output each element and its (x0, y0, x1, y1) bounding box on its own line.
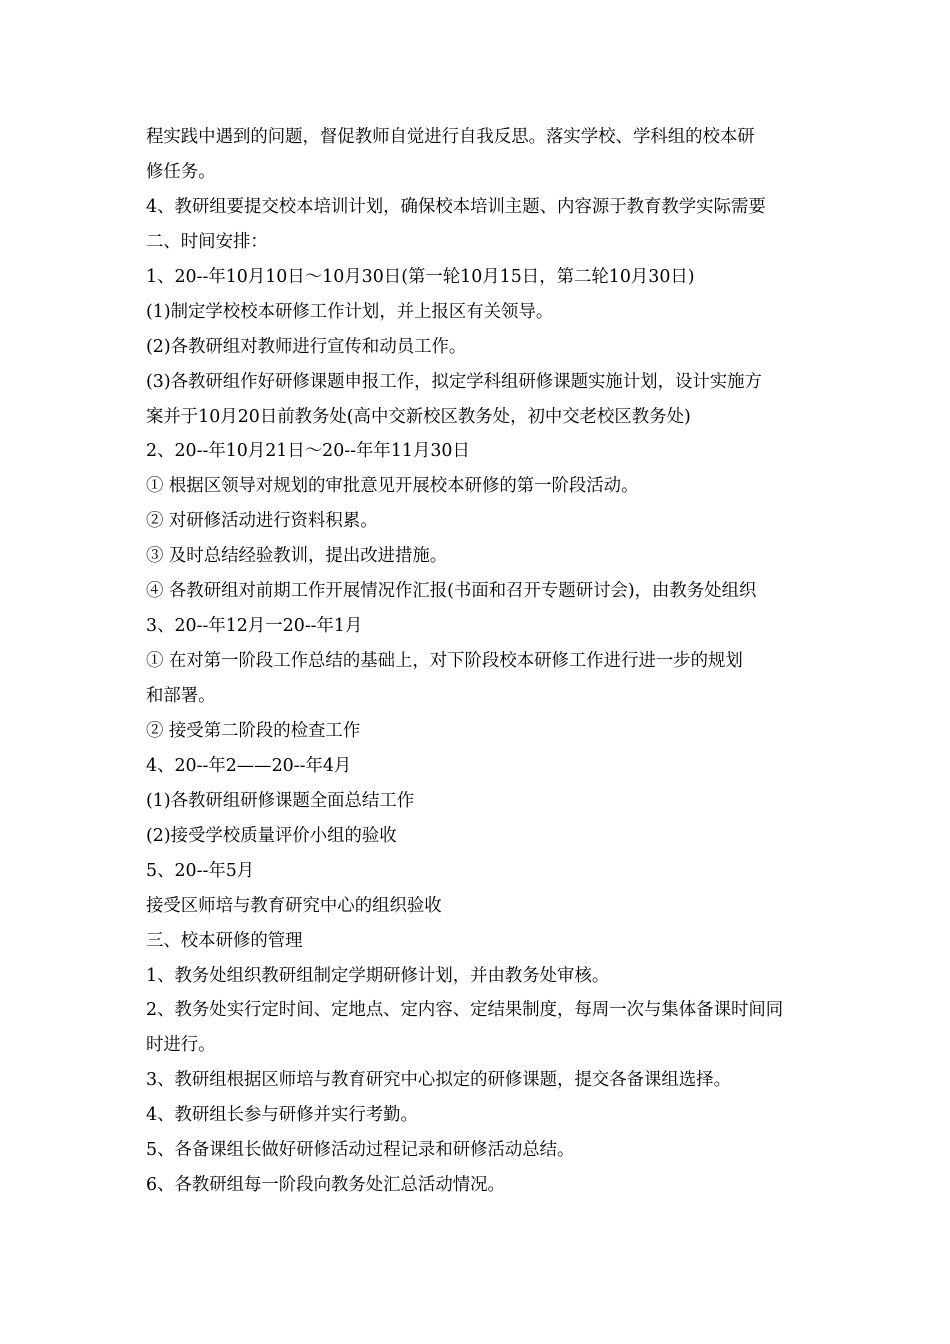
text-line: ① 在对第一阶段工作总结的基础上，对下阶段校本研修工作进行进一步的规划 (146, 651, 743, 672)
section-heading: 二、时间安排： (146, 231, 268, 252)
text-line: 4、教研组长参与研修并实行考勤。 (146, 1105, 418, 1126)
text-line: 2、教务处实行定时间、定地点、定内容、定结果制度，每周一次与集体备课时间同 (146, 1000, 784, 1021)
text-line: (3)各教研组作好研修课题申报工作，拟定学科组研修课题实施计划，设计实施方 (146, 371, 762, 392)
text-line: 和部署。 (146, 686, 216, 706)
text-line: 时进行。 (146, 1035, 216, 1056)
text-line: ① 根据区领导对规划的审批意见开展校本研修的第一阶段活动。 (146, 476, 639, 497)
text-line: ② 对研修活动进行资料积累。 (146, 511, 378, 532)
text-line: (1)各教研组研修课题全面总结工作 (146, 790, 415, 811)
text-line: 程实践中遇到的问题，督促教师自觉进行自我反思。落实学校、学科组的校本研 (146, 127, 755, 147)
text-line: (1)制定学校校本研修工作计划，并上报区有关领导。 (146, 301, 554, 322)
text-line: ② 接受第二阶段的检查工作 (146, 720, 361, 741)
text-line: (2)接受学校质量评价小组的验收 (146, 825, 397, 846)
text-line: 案并于10月20日前教务处(高中交新校区教务处，初中交老校区教务处) (146, 406, 691, 427)
text-line: 修任务。 (146, 161, 216, 182)
text-line: 1、20--年10月10日～10月30日(第一轮10月15日，第二轮10月30日) (146, 266, 695, 287)
text-line: ④ 各教研组对前期工作开展情况作汇报(书面和召开专题研讨会)，由教务处组织 (146, 581, 757, 602)
text-line: 2、20--年10月21日～20--年年11月30日 (146, 441, 470, 462)
section-heading: 三、校本研修的管理 (146, 930, 303, 951)
text-line: 5、各备课组长做好研修活动过程记录和研修活动总结。 (146, 1140, 575, 1161)
text-line: 4、教研组要提交校本培训计划，确保校本培训主题、内容源于教育教学实际需要 (146, 196, 766, 217)
text-line: ③ 及时总结经验教训，提出改进措施。 (146, 546, 448, 567)
document-body (146, 120, 812, 1203)
text-line: (2)各教研组对教师进行宣传和动员工作。 (146, 336, 467, 357)
text-line: 4、20--年2——20--年4月 (146, 755, 352, 776)
text-line: 1、教务处组织教研组制定学期研修计划，并由教务处审核。 (146, 965, 610, 986)
text-line: 6、各教研组每一阶段向教务处汇总活动情况。 (146, 1175, 505, 1196)
text-line: 3、教研组根据区师培与教育研究中心拟定的研修课题，提交各备课组选择。 (146, 1070, 731, 1091)
text-line: 5、20--年5月 (146, 860, 255, 881)
text-line: 3、20--年12月一20--年1月 (146, 616, 363, 637)
text-line: 接受区师培与教育研究中心的组织验收 (146, 895, 442, 916)
